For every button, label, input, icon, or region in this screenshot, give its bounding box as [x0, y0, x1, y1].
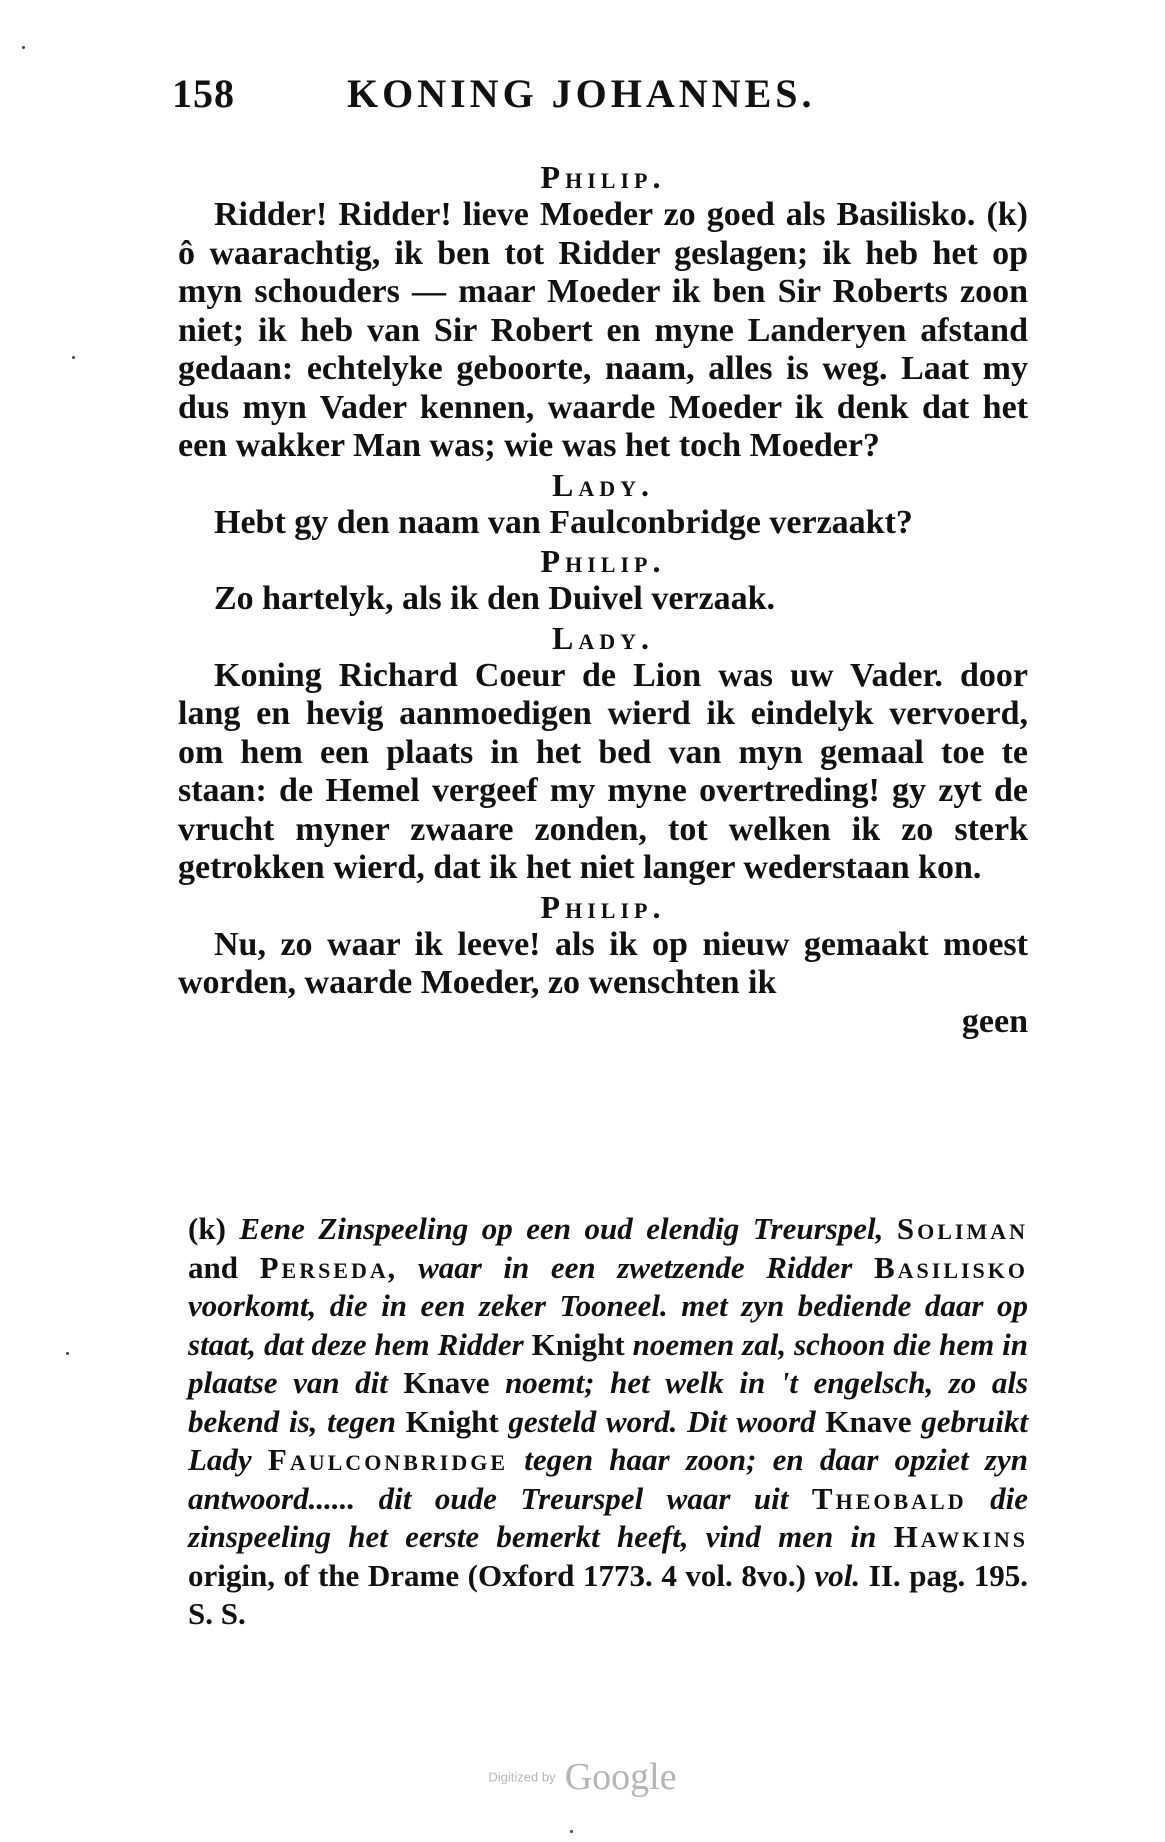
footnote-text: noemt; het welk in 't engelsch, zo als bekend is, tegen [188, 1365, 1029, 1439]
character-name: Faulconbridge [267, 1442, 508, 1477]
watermark-brand: Google [564, 1756, 677, 1798]
author-name: Hawkins [893, 1519, 1028, 1554]
watermark-prefix: Digitized by [488, 1769, 556, 1785]
catchword: geen [961, 1002, 1028, 1040]
speaker-name: Philip. [540, 543, 666, 579]
play-title: Soliman [896, 1211, 1029, 1246]
english-word: Knave [403, 1365, 490, 1400]
english-word: Knave [825, 1403, 912, 1439]
citation-text: II. pag. 195. S. S. [188, 1557, 1029, 1631]
scan-speck [72, 356, 75, 359]
digitization-watermark [0, 1755, 1165, 1799]
speech-text: Koning Richard Coeur de Lion was uw Vader. door lang en hevig aanmoedigen wierd ik eindelyk vervoerd, om hem een plaats in het bed van myn gemaal toe te staan: de Hemel vergeef my myne overtreding! gy zyt de vrucht myner zwaare zonden, tot welken ik zo sterk getrokken wierd, dat ik het niet langer wederstaan kon. [178, 656, 1028, 886]
footnote-text: and [188, 1249, 238, 1285]
english-word: Knight [405, 1403, 499, 1439]
footnote-text: die zinspeeling het eerste bemerkt heeft, vind men in [188, 1480, 1029, 1554]
scan-speck [570, 1830, 573, 1833]
english-word: Knight [531, 1326, 625, 1362]
footnote-marker: (k) [188, 1211, 226, 1246]
speaker-name: Philip. [540, 159, 666, 195]
running-title: KONING JOHANNES. [347, 71, 816, 116]
footnote-text: gebruikt Lady [188, 1403, 1028, 1477]
footnote-text: , waar in een zwetzende Ridder [388, 1249, 853, 1285]
speaker-name: Lady. [551, 466, 654, 503]
footnote-text: gesteld word. Dit woord [508, 1403, 816, 1439]
speaker-name: Philip. [540, 888, 666, 925]
footnote-text: noemen zal, schoon die hem in plaatse van dit [188, 1326, 1028, 1400]
scan-speck [66, 1352, 69, 1355]
page-number: 158 [172, 71, 235, 116]
page-header [172, 70, 1032, 120]
footnote-text: Eene Zinspeeling op een oud elendig Treurspel, [239, 1211, 884, 1246]
play-title: Perseda [259, 1249, 389, 1285]
speech-text: Nu, zo waar ik leeve! als ik op nieuw gemaakt moest worden, waarde Moeder, zo wenschten ik [178, 925, 1028, 1001]
speech-text: Hebt gy den naam van Faulconbridge verzaakt? [214, 503, 913, 541]
speech-text: Ridder! Ridder! lieve Moeder zo goed als Basilisko. (k) ô waarachtig, ik ben tot Ridder geslagen; ik heb het op myn schouders — maar Moeder ik ben Sir Roberts zoon niet; ik heb van Sir Robert en myne Landeryen afstand gedaan: echtelyke geboorte, naam, alles is weg. Laat my dus myn Vader kennen, waarde Moeder ik denk dat het een wakker Man was; wie was het toch Moeder? [178, 196, 1028, 464]
character-name: Basilisko [873, 1249, 1029, 1285]
footnote-text: tegen haar zoon; en daar opziet zyn antwoord...... dit oude Treurspel waar uit [188, 1442, 1029, 1516]
speech-text: Zo hartelyk, als ik den Duivel verzaak. [214, 580, 776, 617]
citation-text: origin, of the Drame (Oxford 1773. 4 vol. 8vo.) [188, 1557, 806, 1593]
footnote [188, 1210, 1028, 1634]
speaker-name: Lady. [551, 619, 654, 656]
scan-speck [22, 46, 25, 49]
footnote-text: voorkomt, die in een zeker Tooneel. met zyn bediende daar op staat, dat deze hem Ridder [188, 1288, 1028, 1362]
citation-text: vol. [814, 1557, 861, 1593]
dialogue-body [178, 158, 1028, 1041]
author-name: Theobald [811, 1480, 967, 1516]
